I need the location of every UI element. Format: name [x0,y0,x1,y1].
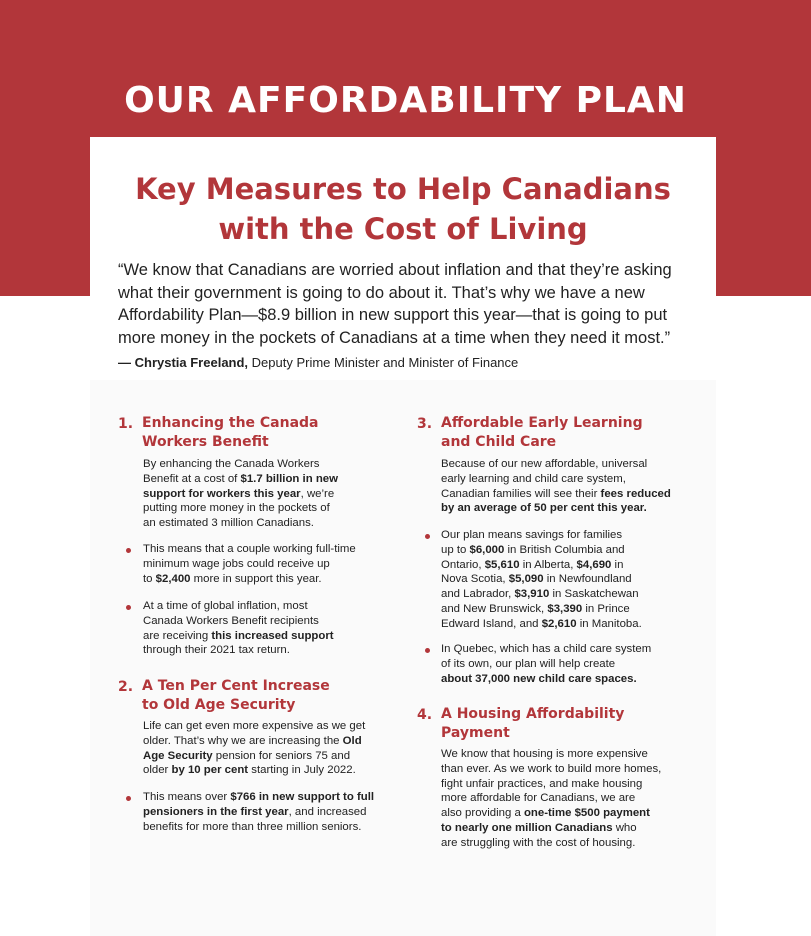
text-line: Canada Workers Benefit recipients [143,614,319,627]
text-line [441,543,642,558]
text-line: In Quebec, which has a child care system [441,643,652,655]
text-run: starting in July 2022. [248,764,356,777]
section-title-line: Payment [441,725,510,741]
text-run: more in support this year. [190,572,322,585]
text-line [441,572,642,587]
text-run-bold: $5,610 [484,558,520,571]
text-line: Because of our new affordable, universal [441,458,648,470]
text-line [441,558,642,573]
section-1-number: 1. [118,416,134,432]
text-run: in Prince [582,602,630,615]
text-run-bold: Age Security [143,749,213,762]
text-line [441,617,642,632]
text-run-bold: by an average of 50 per cent this year. [441,502,647,515]
text-line: than ever. As we work to build more homes, [441,762,662,775]
attribution-role: Deputy Prime Minister and Minister of Finance [248,355,519,370]
text-run-bold: $766 in new support to full [230,791,375,803]
bullet-icon [126,605,131,610]
section-1-bullet-2 [143,599,334,658]
text-run-bold: to nearly one million Canadians [441,821,613,834]
text-run: Edward Island, and [441,617,542,630]
text-line [441,487,671,502]
text-line [143,734,365,749]
page-title-line-1: Key Measures to Help Canadians [135,172,671,206]
section-title-line: A Ten Per Cent Increase [142,678,330,694]
text-run: in [611,558,624,571]
text-run-bold: $2,400 [155,572,191,585]
section-title-line: and Child Care [441,434,557,450]
section-3-title [441,414,643,452]
text-run-bold: $4,690 [576,558,612,571]
text-run: , and increased [288,805,367,818]
text-line: putting more money in the pockets of [143,502,330,515]
text-line [143,487,338,502]
text-run-bold: $5,090 [508,573,544,586]
text-run-bold: about 37,000 new child care spaces. [441,672,637,685]
text-line: benefits for more than three million seniors. [143,820,362,833]
text-run-bold: $3,390 [547,602,583,615]
section-3-bullet-2 [441,642,651,686]
section-3-number: 3. [417,416,433,432]
text-line: At a time of global inflation, most [143,600,308,612]
quote-block [118,259,718,349]
text-run-bold: this increased support [211,629,334,642]
bullet-icon [425,534,430,539]
text-run: also providing a [441,807,524,820]
text-run: older. That’s why we are increasing the [143,734,343,747]
text-run-bold: $3,910 [514,588,550,601]
text-run-bold: Old [342,734,362,747]
text-line [143,763,365,778]
text-line: of its own, our plan will help create [441,657,616,670]
quote-attribution [118,355,718,370]
text-line: are struggling with the cost of housing. [441,836,636,849]
text-line [441,602,642,617]
text-line [143,749,365,764]
quote-line: Affordability Plan—$8.9 billion in new support this year—that is going to put [118,306,668,324]
text-run-bold: fees reduced [600,487,671,500]
text-run-bold: pensioners in the first year [143,805,289,818]
text-run: in British Columbia and [504,543,625,556]
quote-line: “We know that Canadians are worried about inflation and that they’re asking [118,261,672,279]
section-4-title [441,705,624,743]
text-line [143,472,338,487]
text-line: through their 2021 tax return. [143,644,290,657]
section-4-number: 4. [417,707,433,723]
text-run: This means over [143,791,231,803]
text-run-bold: one-time $500 payment [523,807,650,820]
text-run: and Labrador, [441,588,515,601]
text-line [143,805,374,820]
text-run: , we’re [300,487,335,500]
text-run: in Manitoba. [576,617,642,630]
text-line: We know that housing is more expensive [441,748,648,760]
text-run: up to [441,543,470,556]
text-run-bold: $2,610 [541,617,577,630]
text-run-bold: $6,000 [469,543,505,556]
bullet-icon [126,548,131,553]
text-run: are receiving [143,629,212,642]
text-run: in Saskatchewan [549,588,639,601]
attribution-name: — Chrystia Freeland, [118,355,249,370]
section-2-paragraph [143,719,365,778]
text-line [441,806,661,821]
text-line [441,672,651,687]
text-line [441,587,642,602]
text-line: an estimated 3 million Canadians. [143,517,314,530]
text-run: in Newfoundland [543,573,632,586]
banner-title: OUR AFFORDABILITY PLAN [124,80,687,121]
text-line: fight unfair practices, and make housing [441,777,643,790]
section-title-line: A Housing Affordability [441,706,625,722]
text-line [441,501,671,516]
text-run: pension for seniors 75 and [212,749,351,762]
text-run-bold: support for workers this year [143,487,301,500]
text-run: Ontario, [441,558,485,571]
page-title-line-2: with the Cost of Living [218,212,588,246]
text-line [143,572,356,587]
text-run: Canadian families will see their [441,487,601,500]
text-run: to [143,572,156,585]
section-title-line: Workers Benefit [142,434,269,450]
section-1-bullet-1 [143,542,356,586]
text-run: Benefit at a cost of [143,472,241,485]
text-line: By enhancing the Canada Workers [143,458,320,470]
text-line [143,629,334,644]
text-line: Our plan means savings for families [441,529,623,541]
section-1-title [142,414,319,452]
text-run: older [143,764,172,777]
section-2-number: 2. [118,679,134,695]
text-run: and New Brunswick, [441,602,548,615]
section-title-line: Affordable Early Learning [441,415,643,431]
text-line: Life can get even more expensive as we get [143,720,366,732]
text-run: Nova Scotia, [441,573,509,586]
section-4-paragraph [441,747,661,851]
section-3-bullet-1 [441,528,642,632]
text-run: in Alberta, [519,558,577,571]
section-2-bullet-1 [143,790,374,834]
page-title [90,169,716,249]
section-title-line: to Old Age Security [142,697,296,713]
quote-line: what their government is going to do about it. That’s why we have a new [118,283,645,302]
text-line: minimum wage jobs could receive up [143,557,330,570]
bullet-icon [425,648,430,653]
text-line: early learning and child care system, [441,472,626,485]
section-2-title [142,677,330,715]
section-3-paragraph [441,457,671,516]
section-title-line: Enhancing the Canada [142,415,319,431]
text-run: who [612,821,637,834]
text-line: more affordable for Canadians, we are [441,792,636,805]
text-line [441,821,661,836]
section-1-paragraph [143,457,338,531]
text-line [143,790,374,805]
text-run-bold: $1.7 billion in new [240,472,338,485]
text-line: This means that a couple working full-time [143,543,356,555]
text-run-bold: by 10 per cent [171,764,249,777]
quote-line: more money in the pockets of Canadians at a time when they need it most.” [118,328,671,347]
bullet-icon [126,796,131,801]
